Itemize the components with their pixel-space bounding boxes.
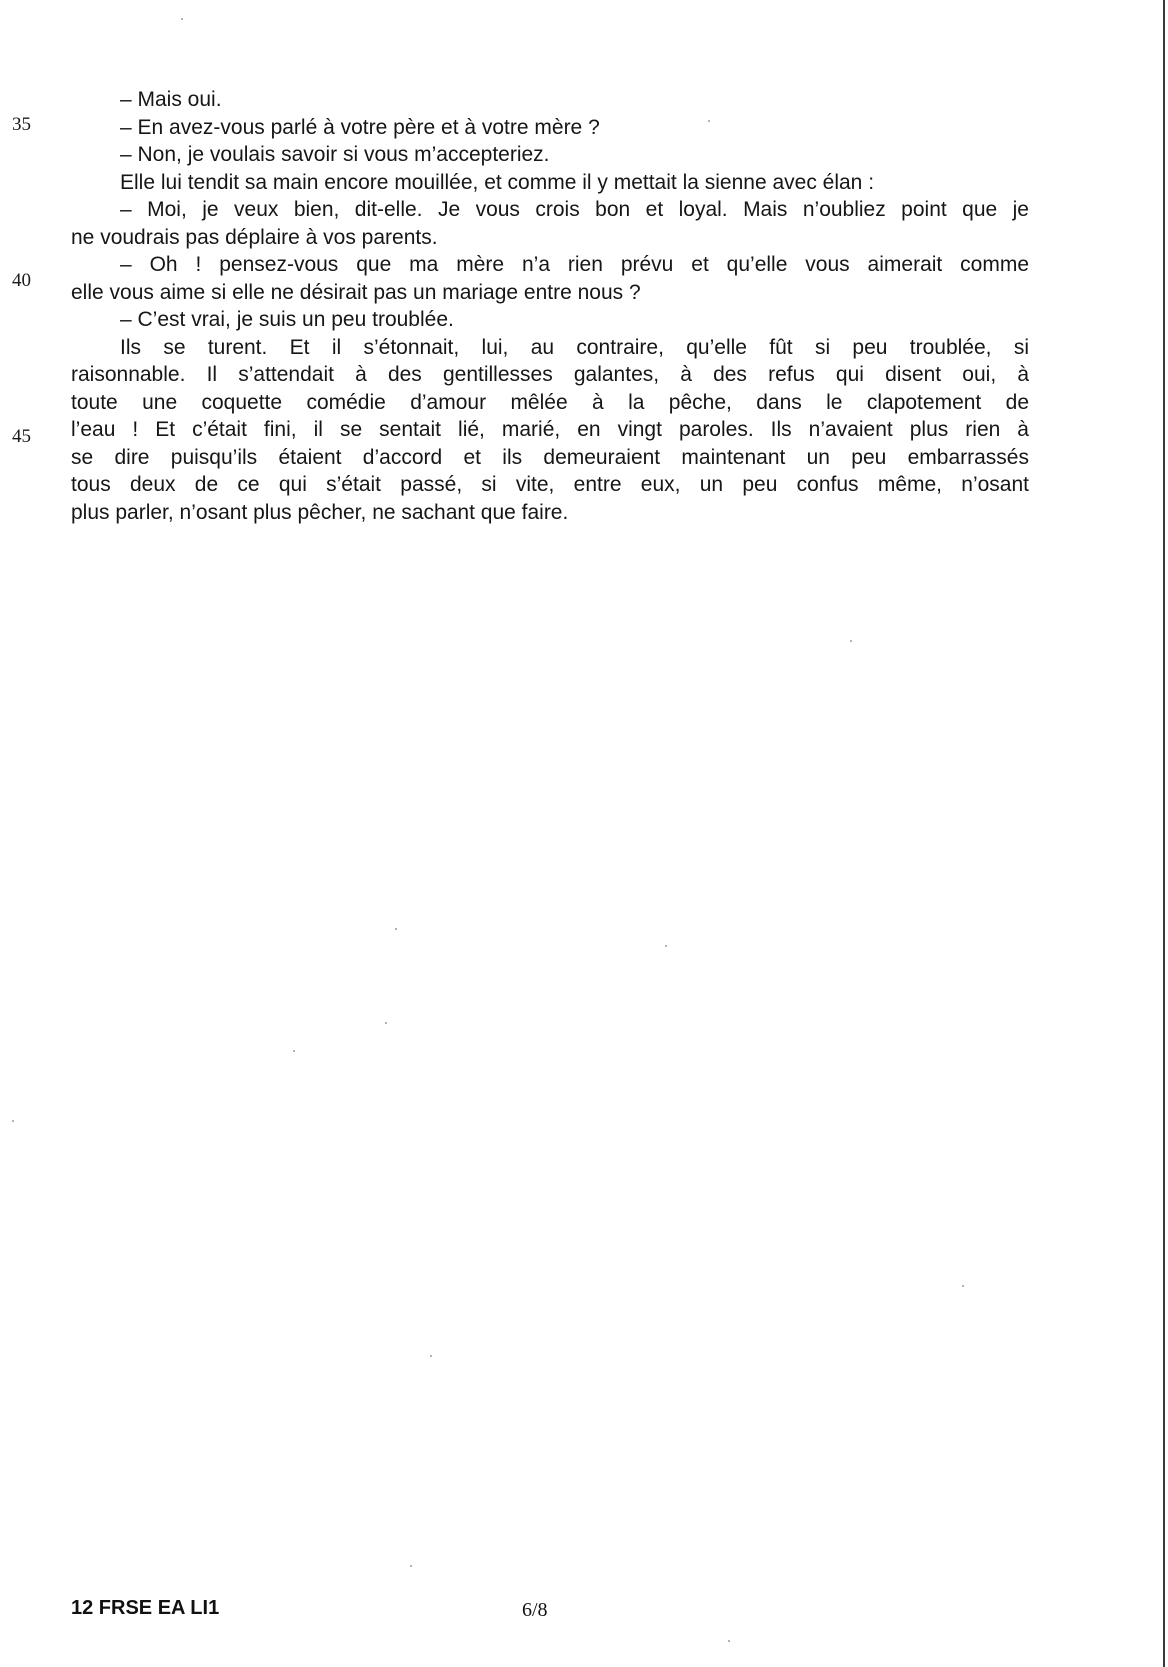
passage-line: plus parler, n’osant plus pêcher, ne sachant que faire.: [71, 500, 569, 524]
passage-line: Elle lui tendit sa main encore mouillée, et comme il y mettait la sienne avec élan :: [120, 170, 875, 194]
scan-speck: [665, 945, 667, 947]
page-number: 6/8: [522, 1599, 548, 1621]
scan-speck: [181, 18, 183, 20]
passage-line: tous deux de ce qui s’était passé, si vite, entre eux, un peu confus même, n’osant: [71, 473, 1029, 496]
scan-speck: [293, 1050, 295, 1052]
exam-reference-code: 12 FRSE EA LI1: [71, 1597, 220, 1619]
scan-speck: [962, 1285, 964, 1287]
passage-line: – C’est vrai, je suis un peu troublée.: [120, 308, 454, 331]
passage-line: ne voudrais pas déplaire à vos parents.: [71, 225, 438, 249]
passage-line: – Non, je voulais savoir si vous m’accepteriez.: [120, 143, 550, 166]
line-number-35: 35: [12, 114, 31, 135]
passage-line: l’eau ! Et c’était fini, il se sentait lié, marié, en vingt paroles. Ils n’avaient plus rien à: [71, 418, 1029, 441]
page-border-line: [1163, 0, 1165, 1667]
passage-line: toute une coquette comédie d’amour mêlée à la pêche, dans le clapotement de: [71, 390, 1029, 414]
passage-line: raisonnable. Il s’attendait à des gentillesses galantes, à des refus qui disent oui, à: [71, 363, 1029, 386]
scan-speck: [708, 120, 710, 122]
line-number-45: 45: [12, 426, 31, 447]
passage-line: – Moi, je veux bien, dit-elle. Je vous crois bon et loyal. Mais n’oubliez point que je: [120, 198, 1029, 221]
scan-speck: [395, 928, 397, 930]
passage-line: – Mais oui.: [120, 88, 222, 111]
scan-speck: [410, 1565, 412, 1567]
scan-speck: [12, 1120, 14, 1122]
passage-line: – En avez-vous parlé à votre père et à votre mère ?: [120, 115, 600, 139]
scan-speck: [385, 1022, 387, 1024]
scan-speck: [430, 1355, 432, 1357]
passage-line: Ils se turent. Et il s’étonnait, lui, au contraire, qu’elle fût si peu troublée, si: [120, 335, 1029, 359]
passage-line: elle vous aime si elle ne désirait pas un mariage entre nous ?: [71, 280, 641, 304]
passage-line: se dire puisqu’ils étaient d’accord et ils demeuraient maintenant un peu embarrassés: [71, 445, 1029, 469]
scan-speck: [850, 640, 852, 642]
scan-speck: [728, 1640, 730, 1642]
line-number-40: 40: [12, 270, 31, 291]
passage-text: [71, 86, 1029, 526]
passage-line: – Oh ! pensez-vous que ma mère n’a rien prévu et qu’elle vous aimerait comme: [120, 253, 1029, 276]
